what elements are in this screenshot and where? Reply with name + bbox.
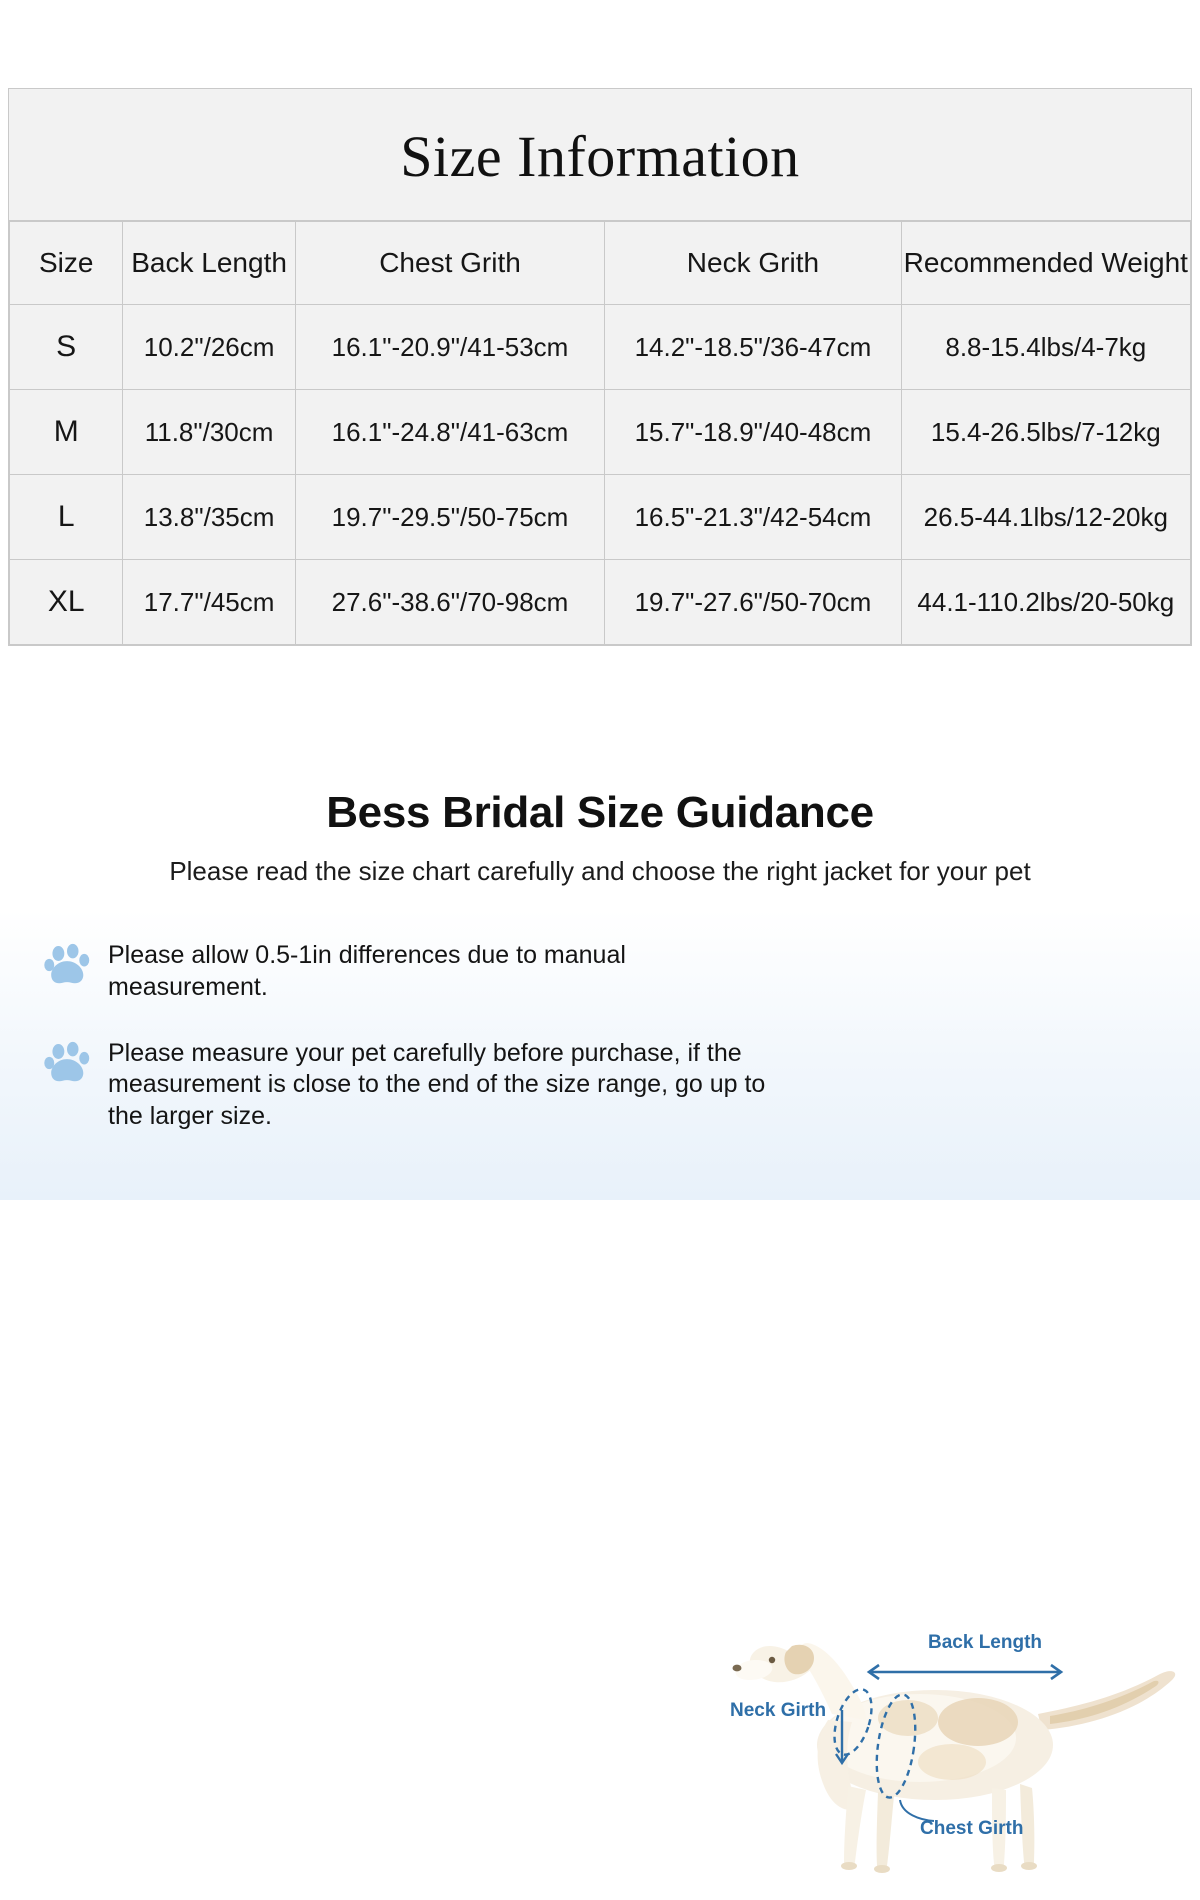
note-text: Please allow 0.5-1in differences due to manual measurement. (108, 941, 626, 1001)
table-row (10, 390, 1191, 475)
cell-neck-girth: 16.5"-21.3"/42-54cm (605, 475, 901, 560)
cell-weight: 15.4-26.5lbs/7-12kg (901, 390, 1190, 475)
size-table-title: Size Information (9, 89, 1191, 221)
label-back-length: Back Length (928, 1632, 1043, 1653)
column-header-chest-girth: Chest Grith (295, 222, 604, 305)
cell-neck-girth: 19.7"-27.6"/50-70cm (605, 560, 901, 645)
cell-weight: 8.8-15.4lbs/4-7kg (901, 305, 1190, 390)
dog-measurement-diagram (720, 1610, 1190, 1895)
table-row (10, 475, 1191, 560)
cell-back-length: 10.2"/26cm (123, 305, 295, 390)
label-chest-girth: Chest Girth (920, 1818, 1024, 1839)
back-length-arrow (869, 1665, 1061, 1679)
cell-neck-girth: 14.2"-18.5"/36-47cm (605, 305, 901, 390)
cell-size: S (10, 305, 123, 390)
cell-weight: 26.5-44.1lbs/12-20kg (901, 475, 1190, 560)
column-header-neck-girth: Neck Grith (605, 222, 901, 305)
size-guidance-section (0, 700, 1200, 1839)
cell-size: L (10, 475, 123, 560)
size-table (9, 221, 1191, 645)
cell-chest-girth: 27.6"-38.6"/70-98cm (295, 560, 604, 645)
cell-back-length: 13.8"/35cm (123, 475, 295, 560)
note-text: Please measure your pet carefully before purchase, if the measurement is close to the end of the size range, go up to the larger size. (108, 1038, 766, 1130)
label-neck-girth: Neck Girth (730, 1700, 827, 1721)
cell-back-length: 17.7"/45cm (123, 560, 295, 645)
column-header-size: Size (10, 222, 123, 305)
table-row (10, 560, 1191, 645)
cell-chest-girth: 16.1"-24.8"/41-63cm (295, 390, 604, 475)
guidance-notes (44, 940, 784, 1167)
column-header-recommended-weight: Recommended Weight (901, 222, 1190, 305)
size-information-table (8, 88, 1192, 646)
cell-weight: 44.1-110.2lbs/20-50kg (901, 560, 1190, 645)
paw-print-icon (44, 942, 90, 988)
cell-neck-girth: 15.7"-18.9"/40-48cm (605, 390, 901, 475)
cell-chest-girth: 19.7"-29.5"/50-75cm (295, 475, 604, 560)
cell-back-length: 11.8"/30cm (123, 390, 295, 475)
table-header-row (10, 222, 1191, 305)
guidance-subtitle: Please read the size chart carefully and choose the right jacket for your pet (169, 856, 1031, 886)
cell-chest-girth: 16.1"-20.9"/41-53cm (295, 305, 604, 390)
paw-print-icon (44, 1040, 90, 1086)
list-item (44, 940, 784, 1004)
guidance-title: Bess Bridal Size Guidance (326, 788, 874, 837)
list-item (44, 1038, 784, 1133)
cell-size: M (10, 390, 123, 475)
column-header-back-length: Back Length (123, 222, 295, 305)
table-row (10, 305, 1191, 390)
cell-size: XL (10, 560, 123, 645)
